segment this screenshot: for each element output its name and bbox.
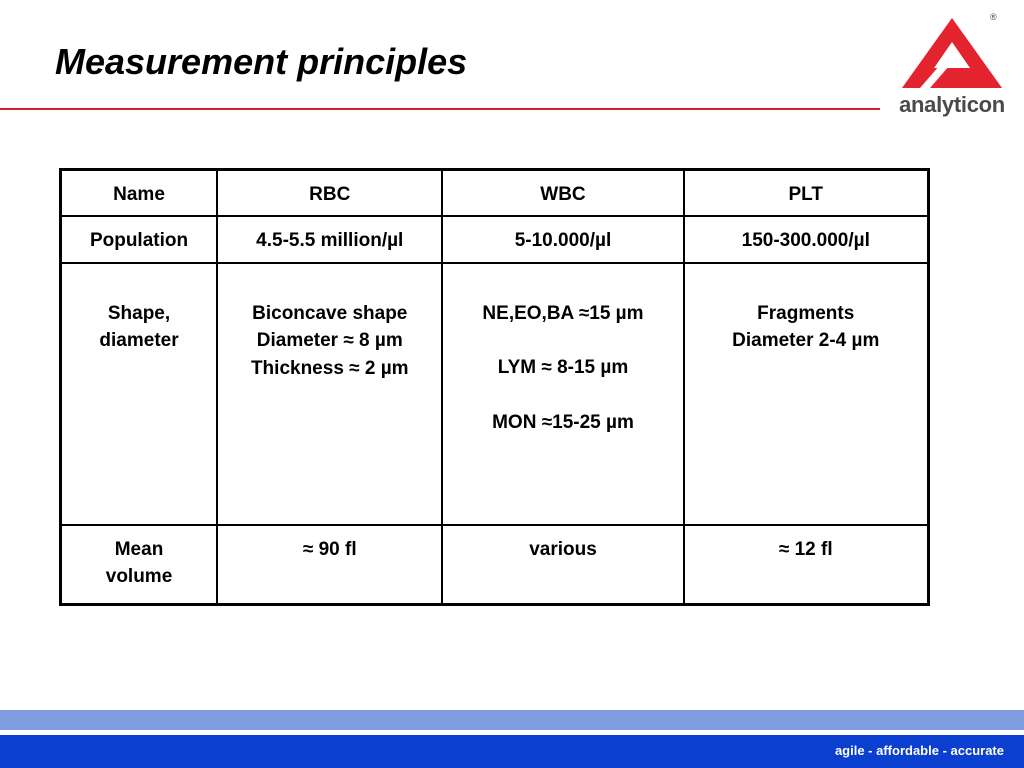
shape-label — [61, 263, 218, 525]
table-row-mean-volume — [61, 525, 929, 605]
header-name: Name — [61, 170, 218, 216]
mean-volume-plt: ≈ 12 fl — [684, 525, 929, 605]
header-wbc: WBC — [442, 170, 683, 216]
header-rbc: RBC — [217, 170, 442, 216]
shape-plt-line: Diameter 2-4 µm — [732, 330, 880, 352]
shape-label-line: diameter — [99, 330, 179, 352]
logo-wordmark: analyticon — [899, 92, 1005, 117]
mean-volume-label-line: volume — [105, 566, 173, 588]
population-plt: 150-300.000/µl — [684, 216, 929, 263]
table-row-shape — [61, 263, 929, 525]
mean-volume-wbc: various — [442, 525, 683, 605]
shape-rbc-line: Thickness ≈ 2 µm — [250, 357, 409, 379]
footer-tagline: agile - affordable - accurate — [834, 743, 1004, 758]
mean-volume-label — [61, 525, 218, 605]
mean-volume-rbc: ≈ 90 fl — [217, 525, 442, 605]
footer-accent-bar — [0, 710, 1024, 730]
shape-label-line: Shape, — [107, 302, 171, 324]
table-row-population — [61, 216, 929, 263]
population-label: Population — [61, 216, 218, 263]
analyticon-logo — [896, 12, 1008, 122]
mean-volume-label-line: Mean — [114, 538, 164, 560]
header-plt: PLT — [684, 170, 929, 216]
population-rbc: 4.5-5.5 million/µl — [217, 216, 442, 263]
slide-title: Measurement principles — [55, 41, 468, 82]
population-wbc: 5-10.000/µl — [442, 216, 683, 263]
shape-rbc-line: Biconcave shape — [252, 302, 408, 324]
shape-plt-line: Fragments — [757, 302, 855, 324]
shape-rbc — [217, 263, 442, 525]
logo-mark-icon — [900, 16, 1004, 90]
shape-rbc-line: Diameter ≈ 8 µm — [256, 330, 403, 352]
title-divider — [0, 108, 880, 110]
shape-wbc-line: NE,EO,BA ≈15 µm — [482, 302, 644, 324]
registered-mark: ® — [990, 12, 997, 22]
shape-wbc-line: LYM ≈ 8-15 µm — [497, 357, 629, 379]
measurement-table — [59, 168, 930, 606]
shape-wbc-line: MON ≈15-25 µm — [492, 411, 634, 433]
table-header-row — [61, 170, 929, 216]
shape-wbc — [442, 263, 683, 525]
shape-plt — [684, 263, 929, 525]
